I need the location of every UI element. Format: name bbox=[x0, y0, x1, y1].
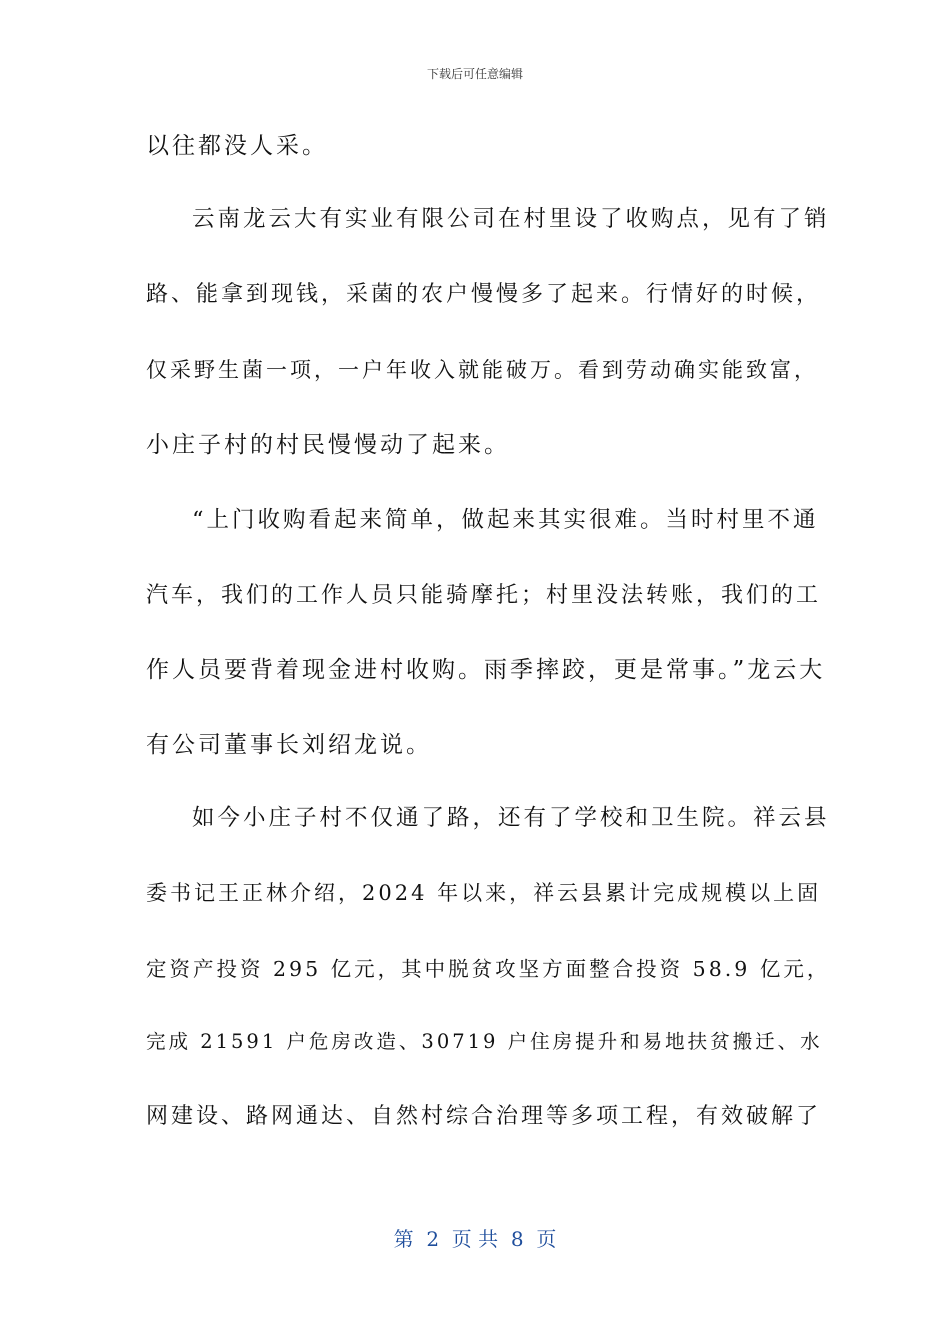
text-line: 有公司董事长刘绍龙说。 bbox=[146, 732, 432, 758]
text-line: 路、能拿到现钱，采菌的农户慢慢多了起来。行情好的时候， bbox=[146, 282, 822, 307]
text-line: 网建设、路网通达、自然村综合治理等多项工程，有效破解了 bbox=[146, 1104, 822, 1129]
text-line: 小庄子村的村民慢慢动了起来。 bbox=[146, 432, 510, 458]
page-number-footer: 第 2 页 共 8 页 bbox=[393, 1227, 557, 1251]
text-line: “上门收购看起来简单，做起来其实很难。当时村里不通 bbox=[192, 507, 819, 533]
text-line: 云南龙云大有实业有限公司在村里设了收购点，见有了销 bbox=[192, 206, 830, 232]
text-line: 作人员要背着现金进村收购。雨季摔跤，更是常事。”龙云大 bbox=[146, 657, 826, 683]
text-line: 以往都没人采。 bbox=[146, 133, 328, 159]
text-line: 如今小庄子村不仅通了路，还有了学校和卫生院。祥云县 bbox=[192, 805, 830, 831]
text-line: 汽车，我们的工作人员只能骑摩托；村里没法转账，我们的工 bbox=[146, 583, 822, 608]
text-line: 完成 21591 户危房改造、30719 户住房提升和易地扶贫搬迁、水 bbox=[146, 1030, 823, 1053]
text-line: 委书记王正林介绍，2024 年以来，祥云县累计完成规模以上固 bbox=[146, 881, 822, 905]
text-line: 仅采野生菌一项，一户年收入就能破万。看到劳动确实能致富， bbox=[146, 358, 818, 382]
page-header: 下载后可任意编辑 bbox=[426, 67, 523, 81]
text-line: 定资产投资 295 亿元，其中脱贫攻坚方面整合投资 58.9 亿元， bbox=[146, 957, 831, 981]
